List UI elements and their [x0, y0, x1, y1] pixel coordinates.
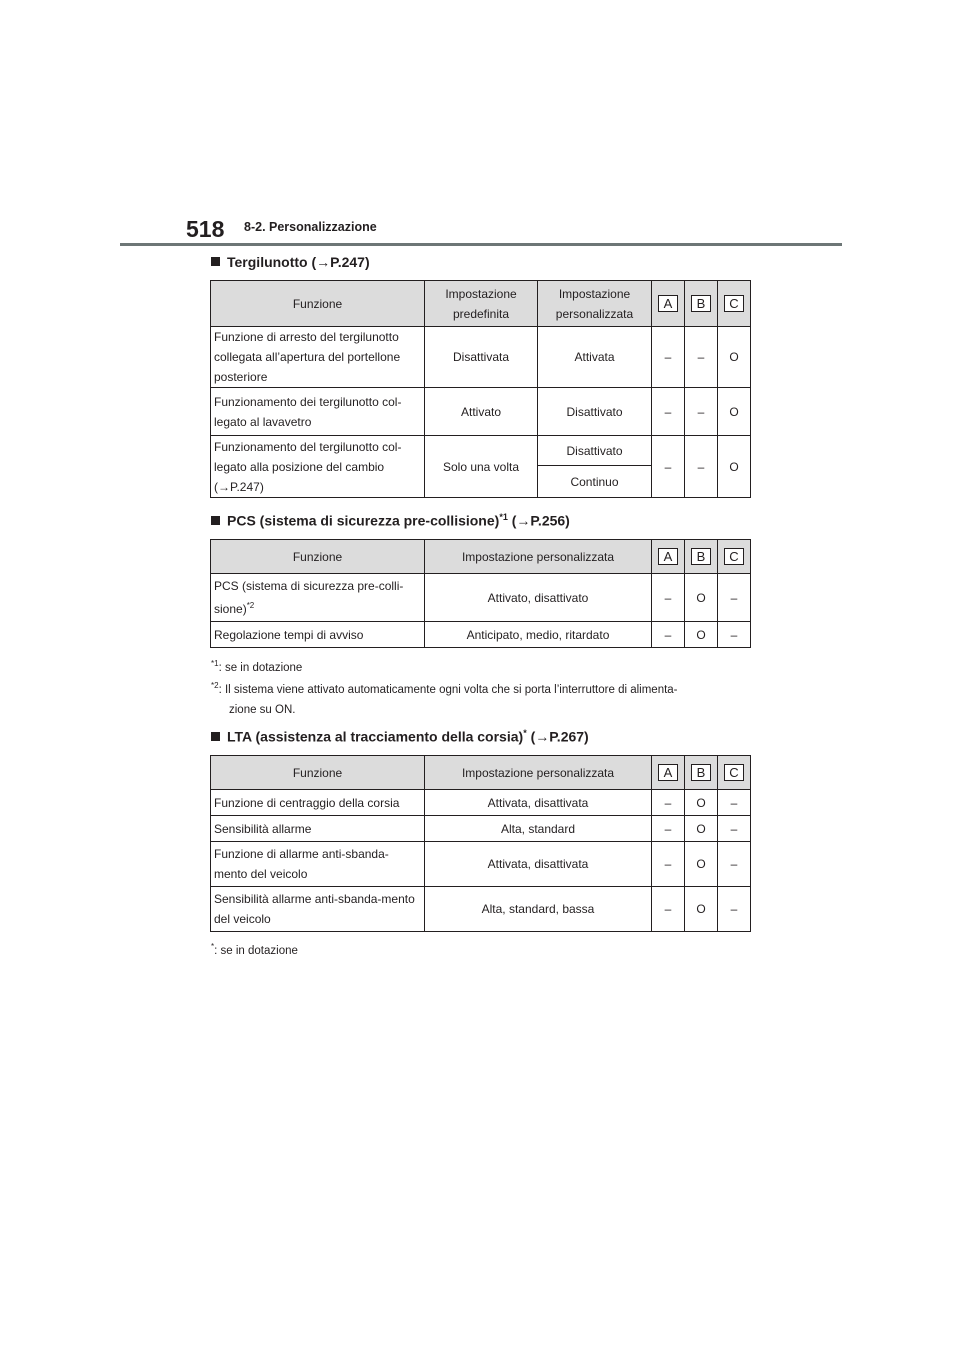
footnote-1: $^{*1}$: se in dotazione — [211, 659, 303, 674]
square-bullet-icon — [211, 516, 220, 525]
table-header-row — [211, 540, 751, 574]
col-header-c: C — [718, 540, 751, 574]
col-header-funzione: Funzione — [211, 756, 425, 790]
col-header-c: C — [718, 756, 751, 790]
col-header-a: A — [652, 540, 685, 574]
col-header-a: A — [652, 281, 685, 327]
footnote-lta: *: se in dotazione — [211, 942, 298, 957]
header-divider — [120, 243, 842, 246]
table-row: Regolazione tempi di avviso Anticipato, medio, ritardato – O – — [211, 622, 751, 648]
table-row: Funzione di arresto del tergilunotto collegata all’apertura del portellone posteriore Disattivata Attivata – – O — [211, 327, 751, 388]
col-header-custom: Impostazione personalizzata — [425, 540, 652, 574]
col-header-b: B — [685, 281, 718, 327]
lta-table — [210, 755, 751, 932]
col-header-default: Impostazione predefinita — [425, 281, 538, 327]
table-header-row — [211, 756, 751, 790]
table-row: Funzionamento del tergilunotto col-legato alla posizione del cambio (→P.247) Solo una volta Disattivato – – O — [211, 436, 751, 466]
func-cell: Funzionamento del tergilunotto col-legato alla posizione del cambio (→P.247) — [211, 436, 425, 498]
cambio-page-link[interactable]: P.247) — [230, 479, 264, 494]
col-header-custom: Impostazione personalizzata — [425, 756, 652, 790]
tergi-page-link[interactable]: P.247) — [330, 254, 370, 270]
col-header-funzione: Funzione — [211, 281, 425, 327]
arrow-right-icon: → — [218, 479, 230, 494]
col-header-c: C — [718, 281, 751, 327]
col-header-custom: Impostazione personalizzata — [538, 281, 652, 327]
table-row: Continuo — [211, 466, 751, 498]
section-title: 8-2. Personalizzazione — [244, 220, 377, 234]
table-row: Funzione di centraggio della corsia Attivata, disattivata – O – — [211, 790, 751, 816]
arrow-right-icon: → — [535, 728, 550, 745]
col-header-funzione: Funzione — [211, 540, 425, 574]
col-header-b: B — [685, 756, 718, 790]
tergi-heading: Tergilunotto (→P.247) — [211, 254, 370, 270]
table-row: Sensibilità allarme anti-sbanda-mento del veicolo Alta, standard, bassa – O – — [211, 887, 751, 932]
square-bullet-icon — [211, 257, 220, 266]
page-header — [0, 210, 960, 250]
page-number: 518 — [186, 216, 225, 242]
pcs-table — [210, 539, 751, 648]
col-header-b: B — [685, 540, 718, 574]
table-row: PCS (sistema di sicurezza pre-colli-sione)$^{*2}$ Attivato, disattivato – O – — [211, 574, 751, 622]
col-header-a: A — [652, 756, 685, 790]
pcs-heading: PCS (sistema di sicurezza pre-collisione)$^{*1}$ (→P.256) — [211, 512, 570, 529]
arrow-right-icon: → — [316, 254, 331, 270]
table-row: Sensibilità allarme Alta, standard – O – — [211, 816, 751, 842]
tergi-table — [210, 280, 751, 498]
lta-heading: LTA (assistenza al tracciamento della corsia)* (→P.267) — [211, 728, 589, 745]
lta-page-link[interactable]: P.267) — [549, 728, 589, 745]
table-row: Funzione di allarme anti-sbanda-mento del veicolo Attivata, disattivata – O – — [211, 842, 751, 887]
footnote-2: $^{*2}$: Il sistema viene attivato automaticamente ogni volta che si porta l’interruttore di alimenta- zione su ON. — [211, 681, 678, 716]
pcs-page-link[interactable]: P.256) — [530, 512, 570, 529]
arrow-right-icon: → — [516, 512, 531, 529]
square-bullet-icon — [211, 732, 220, 741]
table-row: Funzionamento dei tergilunotto col-legato al lavavetro Attivato Disattivato – – O — [211, 388, 751, 436]
table-header-row — [211, 281, 751, 327]
